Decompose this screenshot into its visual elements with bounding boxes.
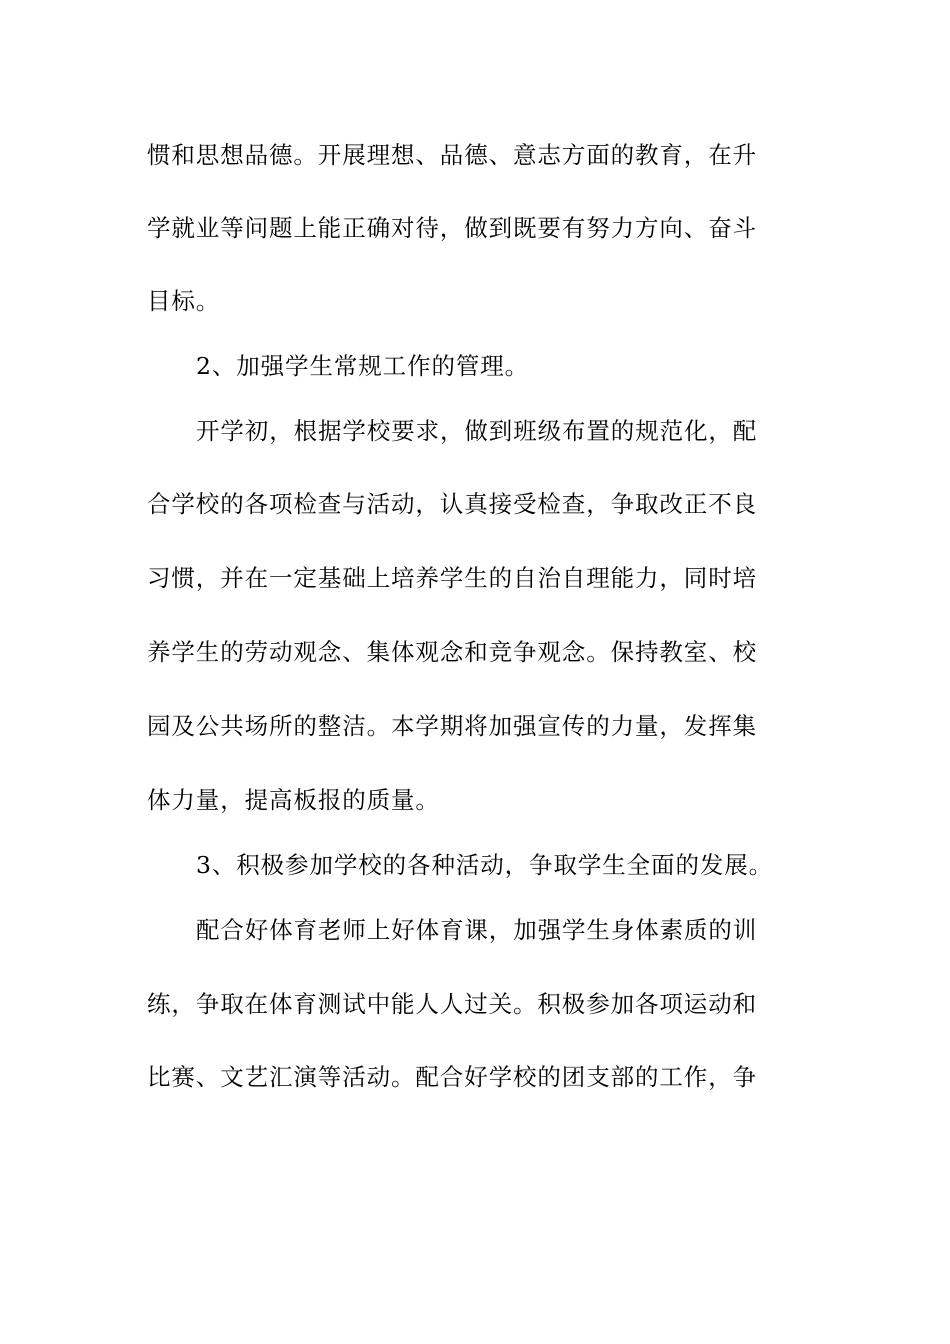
paragraph-start: 开学初，根据学校要求，做到班级布置的规范化，配: [196, 417, 758, 445]
text-line: 合学校的各项检查与活动，认真接受检查，争取改正不良: [147, 490, 757, 518]
text-line: 习惯，并在一定基础上培养学生的自治自理能力，同时培: [147, 564, 757, 592]
section-heading: 3、积极参加学校的各种活动，争取学生全面的发展。: [196, 851, 774, 879]
section-heading: 2、加强学生常规工作的管理。: [196, 352, 530, 380]
text-line: 养学生的劳动观念、集体观念和竞争观念。保持教室、校: [147, 638, 757, 666]
text-line: 目标。: [147, 287, 221, 315]
text-line: 园及公共场所的整洁。本学期将加强宣传的力量，发挥集: [147, 712, 757, 740]
text-line: 学就业等问题上能正确对待，做到既要有努力方向、奋斗: [147, 214, 757, 242]
text-line: 练，争取在体育测试中能人人过关。积极参加各项运动和: [147, 990, 757, 1018]
text-line: 惯和思想品德。开展理想、品德、意志方面的教育，在升: [147, 141, 757, 169]
paragraph-start: 配合好体育老师上好体育课，加强学生身体素质的训: [196, 916, 758, 944]
text-line: 体力量，提高板报的质量。: [147, 786, 440, 814]
text-line: 比赛、文艺汇演等活动。配合好学校的团支部的工作，争: [147, 1063, 757, 1091]
